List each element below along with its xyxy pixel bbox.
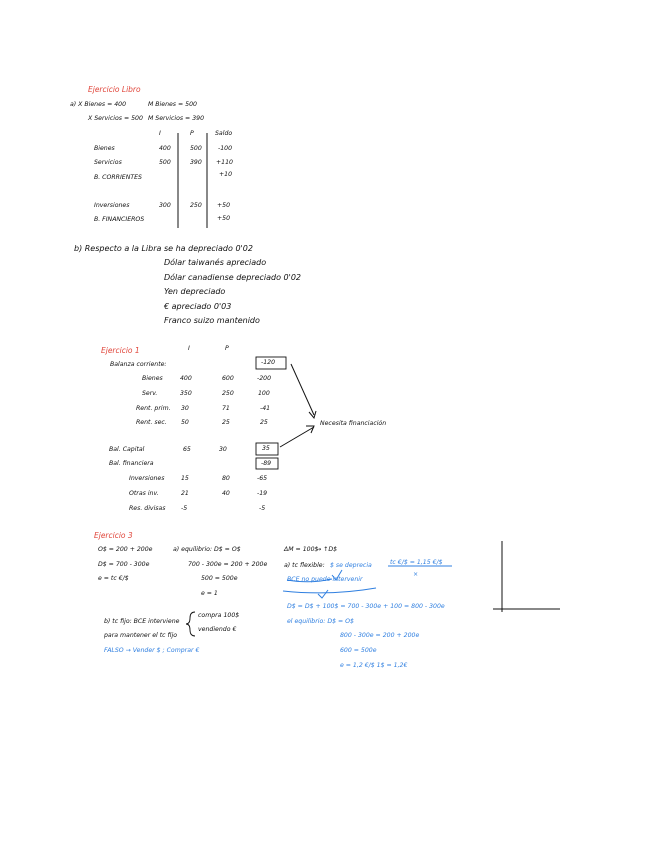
col-header-saldo: Saldo	[215, 130, 233, 137]
ej1-row-otras-p: 40	[222, 490, 230, 497]
ej1-row-rentprim-p: 71	[222, 405, 230, 412]
ejercicio-1-title: Ejercicio 1	[101, 346, 140, 355]
ej1-row-rentprim-s: -41	[260, 405, 271, 412]
row-inversiones-saldo: +50	[217, 202, 231, 209]
ej3-mid-3: e = 1	[201, 590, 218, 597]
ej1-row-serv-i: 350	[180, 390, 192, 397]
ej3-falso: FALSO → Vender $ ; Comprar €	[104, 647, 200, 654]
row-bienes-i: 400	[159, 145, 171, 152]
ej3-left-2: e = tc €/$	[98, 575, 129, 582]
underline-mark-2	[283, 588, 376, 593]
ej1-row-rentsec: Rent. sec.	[136, 419, 167, 426]
ej1-bal-capital-s: 35	[262, 445, 270, 452]
row-bfinancieros-saldo: +50	[217, 215, 231, 222]
ej3-tc-fijo-1: compra 100$	[198, 612, 240, 619]
ej1-header-i: I	[188, 345, 190, 352]
line-a1: a) X Bienes = 400	[70, 101, 127, 108]
row-inversiones-i: 300	[159, 202, 171, 209]
ejercicio-libro-title: Ejercicio Libro	[88, 85, 141, 94]
ej1-row-resdivisas-s: -5	[259, 505, 266, 512]
row-bienes-p: 500	[190, 145, 202, 152]
ej1-row-serv-p: 250	[222, 390, 234, 397]
ej3-tc-fijo-2: vendiendo €	[198, 626, 237, 633]
ej1-cc-value: -120	[261, 359, 276, 366]
ej1-row-resdivisas: Res. divisas	[129, 505, 166, 512]
ej1-row-bienes-p: 600	[222, 375, 234, 382]
ej1-subtitle: Balanza corriente:	[110, 361, 167, 368]
ej1-row-serv: Serv.	[142, 390, 158, 397]
necesita-financiacion: Necesita financiación	[320, 420, 387, 427]
ej3-tc-fijo-0: b) tc fijo: BCE interviene	[104, 618, 180, 625]
ejercicio-3-title: Ejercicio 3	[94, 531, 133, 540]
ej1-header-p: P	[225, 345, 229, 352]
ej3-right-0b: → ↑D$	[316, 546, 338, 553]
ej1-row-rentsec-p: 25	[222, 419, 230, 426]
check-mark-2	[318, 590, 328, 598]
ej3-blue-4: e = 1,2 €/$ 1$ = 1,2€	[340, 662, 408, 669]
part-b-line-5: € apreciado 0'03	[164, 302, 232, 311]
ej3-right-2: BCE no puede intervenir	[287, 576, 363, 583]
part-b-line-6: Franco suizo mantenido	[164, 316, 260, 325]
ej1-row-rentsec-i: 50	[181, 419, 189, 426]
part-b-line-2: Dólar taiwanés apreciado	[164, 258, 267, 267]
part-b-line-4: Yen depreciado	[164, 287, 226, 296]
row-inversiones: Inversiones	[94, 202, 130, 209]
row-servicios-saldo: +110	[216, 159, 233, 166]
ej3-left-0: O$ = 200 + 200e	[98, 546, 153, 553]
ej1-row-otras: Otras inv.	[129, 490, 159, 497]
ej1-row-inversiones: Inversiones	[129, 475, 165, 482]
row-bcorrientes-saldo: +10	[219, 171, 233, 178]
ej3-blue-1: el equilibrio: D$ = O$	[287, 618, 354, 625]
row-inversiones-p: 250	[190, 202, 202, 209]
ej3-blue-3: 600 = 500e	[340, 647, 377, 654]
ej1-row-bienes: Bienes	[142, 375, 163, 382]
ej3-right-0: ΔM = 100$	[284, 546, 319, 553]
part-b-line-1: b) Respecto a la Libra se ha depreciado 0'02	[74, 244, 253, 253]
ej3-mid-2: 500 = 500e	[201, 575, 238, 582]
ej3-blue-0: D$ = D$ + 100$ = 700 - 300e + 100 = 800 - 300e	[287, 603, 445, 610]
row-bfinancieros: B. FINANCIEROS	[94, 216, 145, 223]
ej1-row-rentsec-s: 25	[260, 419, 268, 426]
arrow-line-2	[280, 427, 314, 447]
ej1-row-bienes-s: -200	[257, 375, 272, 382]
ej1-row-otras-i: 21	[181, 490, 189, 497]
ej1-bal-capital-i: 65	[183, 446, 191, 453]
ej1-row-resdivisas-i: -5	[181, 505, 188, 512]
arrow-line-1	[291, 364, 314, 415]
ej1-bal-capital-p: 30	[219, 446, 227, 453]
ej1-row-serv-s: 100	[258, 390, 270, 397]
ej3-mid-0: a) equilibrio: D$ = O$	[173, 546, 241, 553]
row-servicios-i: 500	[159, 159, 171, 166]
row-servicios-p: 390	[190, 159, 202, 166]
ej3-blue-2: 800 - 300e = 200 + 200e	[340, 632, 420, 639]
ej3-right-1d: ×	[413, 571, 419, 578]
ej1-bal-financiera: Bal. financiera	[109, 460, 154, 467]
row-bienes: Bienes	[94, 145, 115, 152]
col-header-i: I	[159, 130, 161, 137]
ej1-row-inversiones-p: 80	[222, 475, 230, 482]
row-servicios: Servicios	[94, 159, 122, 166]
ej1-row-bienes-i: 400	[180, 375, 192, 382]
row-bienes-saldo: -100	[218, 145, 233, 152]
ej3-left-1: D$ = 700 - 300e	[98, 561, 150, 568]
row-bcorrientes: B. CORRIENTES	[94, 174, 142, 181]
ej1-row-inversiones-s: -65	[257, 475, 268, 482]
part-b-line-3: Dólar canadiense depreciado 0'02	[164, 273, 302, 282]
line-a1-right: M Bienes = 500	[148, 101, 197, 108]
ej1-row-otras-s: -19	[257, 490, 268, 497]
ej3-right-1: a) tc flexible:	[284, 562, 325, 569]
ej3-right-1c: tc €/$ = 1,15 €/$	[390, 559, 443, 566]
ej1-bal-capital: Bal. Capital	[109, 446, 145, 453]
ej3-right-1b: $ se deprecia	[330, 562, 372, 569]
ej3-mid-1: 700 - 300e = 200 + 200e	[188, 561, 268, 568]
ej1-row-rentprim-i: 30	[181, 405, 189, 412]
line-a2: X Servicios = 500	[88, 115, 143, 122]
col-header-p: P	[190, 130, 194, 137]
brace	[186, 612, 195, 636]
ej1-row-rentprim: Rent. prim.	[136, 405, 171, 412]
ej3-tc-fijo-3: para mantener el tc fijo	[104, 632, 178, 639]
ej1-row-inversiones-i: 15	[181, 475, 189, 482]
ej1-bal-financiera-s: -89	[261, 460, 272, 467]
line-a2-right: M Servicios = 390	[148, 115, 205, 122]
